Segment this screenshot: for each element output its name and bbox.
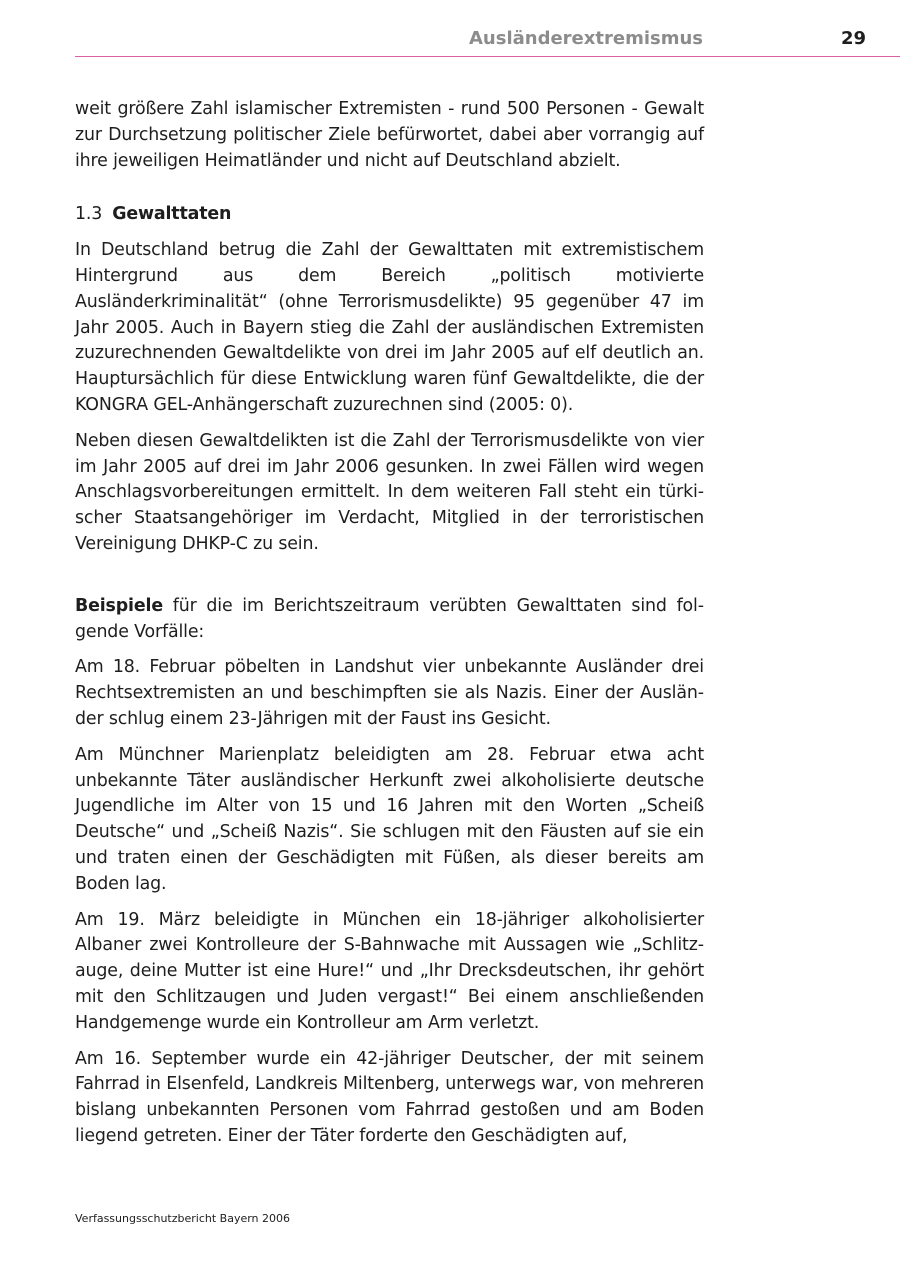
paragraph: weit größere Zahl islamischer Extremisten - rund 500 Personen - Gewalt zur Durchsetzung politischer Ziele befürwortet, dabei aber vorrangig auf ihre jeweiligen Heimatländer und nicht auf Deutschland abzielt. xyxy=(75,99,704,171)
page-number: 29 xyxy=(840,28,866,49)
section-heading-title: Gewalttaten xyxy=(112,204,232,225)
section-number: 1.3 xyxy=(75,204,103,225)
examples-intro-text: für die im Berichtszeitraum verübten Gewalttaten sind folgende Vorfälle: xyxy=(75,595,704,642)
footer-text: Verfassungsschutzbericht Bayern 2006 xyxy=(75,1212,291,1225)
section-title: Ausländerextremismus xyxy=(469,28,703,49)
paragraph: Am 19. März beleidigte in München ein 18-jähriger alkoholisierter Albaner zwei Kontrolleure der S-Bahnwache mit Aussagen wie „Schlitzauge, deine Mutter ist eine Hure!“ und „Ihr Drecksdeutschen, ihr gehört mit den Schlitzaugen und Juden vergast!“ Bei einem anschließenden Handgemenge wurde ein Kontrolleur am Arm verletzt. xyxy=(75,909,704,1033)
paragraph: In Deutschland betrug die Zahl der Gewalttaten mit extremistischem Hintergrund aus dem Bereich „politisch motivierte Ausländerkriminalität“ (ohne Terrorismusdelikte) 95 gegenüber 47 im Jahr 2005. Auch in Bayern stieg die Zahl der ausländischen Extremisten zuzurechnenden Gewaltdelikte von drei im Jahr 2005 auf elf deutlich an. Hauptursächlich für diese Entwicklung waren fünf Gewaltdelikte, die der KONGRA GEL-Anhängerschaft zuzurechnen sind (2005: 0). xyxy=(75,240,704,415)
paragraph: Am 18. Februar pöbelten in Landshut vier unbekannte Ausländer drei Rechtsextremisten an und beschimpften sie als Nazis. Einer der Ausländer schlug einem 23-Jährigen mit der Faust ins Gesicht. xyxy=(75,657,704,729)
section-heading xyxy=(75,202,704,228)
examples-intro xyxy=(75,594,704,646)
paragraph: Am Münchner Marienplatz beleidigten am 28. Februar etwa acht unbekannte Täter ausländischer Herkunft zwei alkoholisierte deutsche Jugendliche im Alter von 15 und 16 Jahren mit den Worten „Scheiß Deutsche“ und „Scheiß Nazis“. Sie schlugen mit den Fäusten auf sie ein und traten einen der Geschädigten mit Füßen, als dieser bereits am Boden lag. xyxy=(75,744,704,894)
examples-label: Beispiele xyxy=(75,595,163,616)
paragraph: Am 16. September wurde ein 42-jähriger Deutscher, der mit seinem Fahrrad in Elsenfeld, Landkreis Miltenberg, unterwegs war, von mehreren bislang unbekannten Personen vom Fahrrad gestoßen und am Boden liegend getreten. Einer der Täter forderte den Geschädigten auf, xyxy=(75,1048,704,1146)
paragraph: Neben diesen Gewaltdelikten ist die Zahl der Terrorismusdelikte von vier im Jahr 2005 auf drei im Jahr 2006 gesunken. In zwei Fällen wird wegen Anschlagsvorbereitungen ermittelt. In dem weiteren Fall steht ein türkischer Staatsangehöriger im Verdacht, Mitglied in der terroristischen Vereinigung DHKP-C zu sein. xyxy=(75,430,704,554)
body-text xyxy=(75,97,704,1150)
running-header xyxy=(75,28,900,57)
